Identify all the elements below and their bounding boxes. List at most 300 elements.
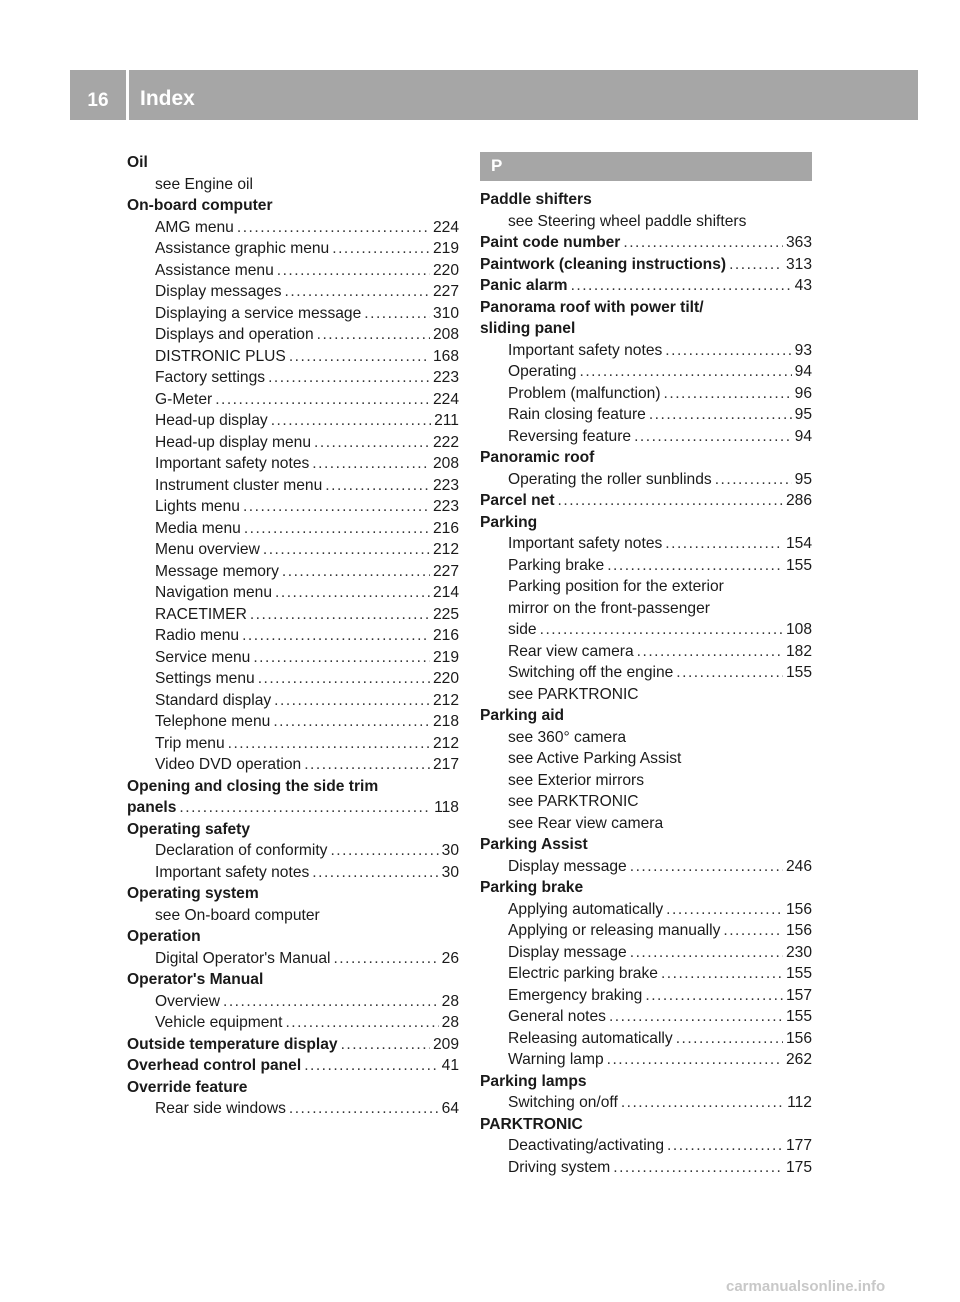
page-reference: 209 <box>432 1035 459 1053</box>
entry-label: Operation <box>127 928 201 945</box>
entry-label: Override feature <box>127 1078 248 1096</box>
index-subentry <box>127 948 459 970</box>
entry-label: Operating the roller sunblinds <box>508 470 712 488</box>
leader-dots <box>275 582 430 604</box>
entry-label: Applying or releasing manually <box>508 922 721 939</box>
entry-label: see PARKTRONIC <box>508 685 639 703</box>
entry-label: Important safety notes <box>508 535 663 552</box>
entry-label: side <box>508 621 537 638</box>
index-subentry <box>127 346 459 368</box>
entry-label: sliding panel <box>480 320 576 337</box>
page-reference: 218 <box>432 713 459 730</box>
entry-label: Releasing automatically <box>508 1029 673 1047</box>
page-reference: 313 <box>785 255 812 273</box>
page-reference: 286 <box>785 492 812 509</box>
leader-dots <box>277 260 430 282</box>
index-subentry <box>127 539 459 561</box>
index-subentry <box>127 668 459 690</box>
entry-label: Deactivating/activating <box>508 1137 665 1154</box>
entry-label: panels <box>127 799 177 816</box>
leader-dots <box>665 340 791 362</box>
page-reference: 93 <box>794 341 812 359</box>
entry-label: Outside temperature display <box>127 1035 338 1053</box>
page-reference: 223 <box>432 369 459 386</box>
index-subentry <box>480 426 812 448</box>
entry-label: Emergency braking <box>508 986 643 1004</box>
leader-dots <box>312 862 438 884</box>
leader-dots <box>274 690 430 712</box>
leader-dots <box>285 1012 438 1034</box>
entry-label: Panoramic roof <box>480 449 595 466</box>
entry-label: see Exterior mirrors <box>508 771 645 789</box>
entry-label: Overview <box>155 992 220 1010</box>
entry-label: Video DVD operation <box>155 756 302 773</box>
page-reference: 156 <box>785 922 812 939</box>
leader-dots <box>630 856 783 878</box>
entry-label: Operating system <box>127 885 259 902</box>
leader-dots <box>304 754 430 776</box>
page-reference: 216 <box>432 627 459 644</box>
leader-dots <box>273 711 430 733</box>
index-entry <box>127 883 459 905</box>
index-subentry <box>480 770 812 792</box>
index-entry <box>127 969 459 991</box>
leader-dots <box>607 555 783 577</box>
entry-label: Trip menu <box>155 734 225 752</box>
leader-dots <box>253 647 430 669</box>
page-reference: 156 <box>785 900 812 918</box>
page-reference: 246 <box>785 857 812 875</box>
entry-label: Telephone menu <box>155 713 271 730</box>
entry-label: Operating safety <box>127 820 251 838</box>
page-reference: 95 <box>794 470 812 488</box>
index-subentry <box>127 625 459 647</box>
leader-dots <box>330 840 438 862</box>
leader-dots <box>623 232 783 254</box>
entry-label: Parking position for the exterior <box>508 578 724 595</box>
entry-label: Rear side windows <box>155 1100 286 1117</box>
entry-label: mirror on the front-passenger <box>508 599 710 617</box>
page-reference: 220 <box>432 670 459 687</box>
index-subentry <box>480 727 812 749</box>
index-entry <box>127 819 459 841</box>
leader-dots <box>332 238 430 260</box>
index-entry <box>480 189 812 211</box>
index-subentry <box>480 1092 812 1114</box>
index-subentry <box>127 862 459 884</box>
page-reference: 94 <box>794 427 812 445</box>
leader-dots <box>637 641 783 663</box>
index-entry <box>127 926 459 948</box>
entry-label: PARKTRONIC <box>480 1115 583 1133</box>
leader-dots <box>364 303 430 325</box>
entry-label: Assistance graphic menu <box>155 240 330 257</box>
index-entry <box>480 318 812 340</box>
section-letter: P <box>491 156 503 175</box>
entry-label: see Active Parking Assist <box>508 750 682 767</box>
page-reference: 310 <box>432 304 459 322</box>
index-entry <box>480 877 812 899</box>
entry-label: Display messages <box>155 283 282 300</box>
index-column-right <box>480 152 812 1178</box>
entry-label: Displays and operation <box>155 326 314 343</box>
entry-label: RACETIMER <box>155 605 247 623</box>
page-reference: 155 <box>785 556 812 574</box>
index-subentry <box>127 561 459 583</box>
entry-label: Head-up display menu <box>155 433 312 451</box>
index-subentry <box>480 662 812 684</box>
entry-label: Electric parking brake <box>508 965 658 982</box>
page-reference: 227 <box>432 562 459 580</box>
index-subentry <box>480 1006 812 1028</box>
index-subentry <box>127 733 459 755</box>
index-subentry <box>127 905 459 927</box>
entry-label: Operating <box>508 363 577 380</box>
leader-dots <box>634 426 792 448</box>
page-reference: 43 <box>794 277 812 294</box>
page-reference: 30 <box>441 842 459 859</box>
index-subentry <box>480 404 812 426</box>
leader-dots <box>666 899 783 921</box>
leader-dots <box>630 942 783 964</box>
entry-label: Declaration of conformity <box>155 842 328 859</box>
index-entry <box>480 490 812 512</box>
entry-label: Parking brake <box>480 879 584 896</box>
page-reference: 208 <box>432 326 459 343</box>
leader-dots <box>667 1135 783 1157</box>
index-subentry <box>480 1028 812 1050</box>
page-reference: 112 <box>787 1094 812 1111</box>
index-subentry <box>127 1012 459 1034</box>
index-subentry <box>127 582 459 604</box>
leader-dots <box>715 469 792 491</box>
index-subentry <box>127 754 459 776</box>
leader-dots <box>665 533 783 555</box>
index-column-left <box>127 152 459 1120</box>
entry-label: see Engine oil <box>155 175 253 193</box>
leader-dots <box>228 733 430 755</box>
entry-label: Important safety notes <box>155 455 310 472</box>
index-subentry <box>127 991 459 1013</box>
index-subentry <box>480 1157 812 1179</box>
leader-dots <box>271 410 431 432</box>
index-entry <box>127 1055 459 1077</box>
index-subentry <box>127 475 459 497</box>
page-reference: 212 <box>432 541 459 558</box>
index-subentry <box>480 920 812 942</box>
leader-dots <box>289 1098 439 1120</box>
page-reference: 224 <box>432 218 459 236</box>
leader-dots <box>661 963 783 985</box>
index-subentry <box>480 598 812 620</box>
page-reference: 208 <box>432 455 459 472</box>
entry-label: Paintwork (cleaning instructions) <box>480 255 727 273</box>
entry-label: DISTRONIC PLUS <box>155 347 286 365</box>
leader-dots <box>314 432 430 454</box>
page-reference: 220 <box>432 261 459 279</box>
index-subentry <box>127 303 459 325</box>
index-subentry <box>480 469 812 491</box>
index-entry <box>127 1077 459 1099</box>
page-reference: 222 <box>432 433 459 451</box>
page-reference: 64 <box>441 1100 459 1117</box>
leader-dots <box>289 346 430 368</box>
page-reference: 225 <box>432 605 459 623</box>
index-subentry <box>480 576 812 598</box>
leader-dots <box>250 604 430 626</box>
leader-dots <box>579 361 791 383</box>
leader-dots <box>645 985 783 1007</box>
header-bar <box>70 70 918 120</box>
index-entry <box>127 776 459 798</box>
index-entry <box>480 275 812 297</box>
leader-dots <box>242 625 430 647</box>
entry-label: Lights menu <box>155 498 240 515</box>
entry-label: Head-up display <box>155 412 268 429</box>
leader-dots <box>312 453 430 475</box>
leader-dots <box>244 518 430 540</box>
entry-label: Standard display <box>155 691 272 709</box>
page-reference: 26 <box>441 949 459 967</box>
page-reference: 224 <box>432 390 459 408</box>
page-reference: 96 <box>794 384 812 402</box>
page-reference: 211 <box>434 412 459 429</box>
page-number: 16 <box>87 90 109 111</box>
page-reference: 94 <box>794 363 812 380</box>
index-subentry <box>480 963 812 985</box>
entry-label: Opening and closing the side trim <box>127 777 379 795</box>
index-subentry <box>127 496 459 518</box>
page-reference: 177 <box>785 1137 812 1154</box>
entry-label: G-Meter <box>155 390 213 408</box>
index-subentry <box>127 324 459 346</box>
index-entry <box>480 1071 812 1093</box>
index-subentry <box>127 690 459 712</box>
entry-label: General notes <box>508 1008 606 1025</box>
entry-label: Media menu <box>155 519 241 537</box>
leader-dots <box>258 668 430 690</box>
entry-label: Digital Operator's Manual <box>155 949 331 967</box>
entry-label: Warning lamp <box>508 1051 604 1068</box>
entry-label: see PARKTRONIC <box>508 793 639 810</box>
page-reference: 28 <box>441 1014 459 1031</box>
entry-label: Display message <box>508 857 627 875</box>
index-entry <box>480 254 812 276</box>
entry-label: Important safety notes <box>155 863 310 881</box>
index-subentry <box>480 684 812 706</box>
index-entry <box>480 232 812 254</box>
page-reference: 182 <box>785 642 812 660</box>
index-subentry <box>480 899 812 921</box>
leader-dots <box>649 404 792 426</box>
page-reference: 155 <box>785 664 812 681</box>
page-reference: 214 <box>432 584 459 601</box>
index-subentry <box>127 217 459 239</box>
index-entry <box>480 447 812 469</box>
leader-dots <box>723 920 783 942</box>
index-subentry <box>127 518 459 540</box>
index-subentry <box>127 711 459 733</box>
entry-label: Operator's Manual <box>127 971 264 988</box>
index-subentry <box>127 647 459 669</box>
leader-dots <box>282 561 430 583</box>
index-subentry <box>480 942 812 964</box>
index-subentry <box>127 238 459 260</box>
leader-dots <box>664 383 792 405</box>
page-reference: 157 <box>785 986 812 1004</box>
index-subentry <box>480 1135 812 1157</box>
index-entry <box>480 705 812 727</box>
leader-dots <box>325 475 430 497</box>
index-entry <box>480 297 812 319</box>
entry-label: Service menu <box>155 648 251 666</box>
entry-label: see Rear view camera <box>508 814 664 832</box>
entry-label: Problem (malfunction) <box>508 384 661 402</box>
entry-label: Parcel net <box>480 492 555 509</box>
leader-dots <box>237 217 430 239</box>
index-subentry <box>480 641 812 663</box>
page-reference: 219 <box>432 240 459 257</box>
index-entry <box>127 152 459 174</box>
index-subentry <box>480 361 812 383</box>
page-reference: 155 <box>785 1008 812 1025</box>
entry-label: AMG menu <box>155 218 234 236</box>
index-entry <box>480 512 812 534</box>
page-reference: 216 <box>432 519 459 537</box>
entry-label: Message memory <box>155 562 279 580</box>
leader-dots <box>729 254 783 276</box>
index-entry <box>127 797 459 819</box>
entry-label: Paint code number <box>480 234 621 251</box>
index-subentry <box>480 791 812 813</box>
page-reference: 168 <box>432 347 459 365</box>
entry-label: Rear view camera <box>508 642 634 660</box>
index-subentry <box>127 410 459 432</box>
index-subentry <box>127 1098 459 1120</box>
leader-dots <box>341 1034 430 1056</box>
index-subentry <box>480 748 812 770</box>
entry-label: Panic alarm <box>480 277 568 294</box>
page-reference: 223 <box>432 476 459 494</box>
leader-dots <box>268 367 430 389</box>
index-subentry <box>480 985 812 1007</box>
leader-dots <box>676 1028 783 1050</box>
index-entries-right <box>480 189 812 1178</box>
leader-dots <box>263 539 430 561</box>
leader-dots <box>179 797 431 819</box>
index-subentry <box>127 174 459 196</box>
entry-label: Overhead control panel <box>127 1057 302 1074</box>
entry-label: Displaying a service message <box>155 304 362 322</box>
entry-label: Vehicle equipment <box>155 1014 283 1031</box>
leader-dots <box>613 1157 783 1179</box>
entry-label: Parking <box>480 513 538 531</box>
entry-label: Switching on/off <box>508 1094 618 1111</box>
index-entry <box>480 1114 812 1136</box>
page-reference: 108 <box>785 621 812 638</box>
page-reference: 156 <box>785 1029 812 1047</box>
index-entry <box>480 834 812 856</box>
index-subentry <box>127 604 459 626</box>
page-reference: 262 <box>785 1051 812 1068</box>
entry-label: Parking lamps <box>480 1072 587 1090</box>
page-reference: 230 <box>785 943 812 961</box>
entry-label: see On-board computer <box>155 906 320 924</box>
leader-dots <box>333 948 438 970</box>
page-reference: 28 <box>441 992 459 1010</box>
index-subentry <box>480 619 812 641</box>
index-subentry <box>127 432 459 454</box>
index-subentry <box>127 840 459 862</box>
page-reference: 363 <box>785 234 812 251</box>
index-entry <box>127 195 459 217</box>
entry-label: Menu overview <box>155 541 260 558</box>
page-reference: 223 <box>432 498 459 515</box>
entry-label: Important safety notes <box>508 341 663 359</box>
entry-label: Oil <box>127 154 148 171</box>
leader-dots <box>676 662 783 684</box>
page-title: Index <box>140 87 195 110</box>
entry-label: Switching off the engine <box>508 664 674 681</box>
entry-label: On-board computer <box>127 197 273 214</box>
leader-dots <box>223 991 439 1013</box>
header-divider <box>126 70 129 120</box>
page-reference: 219 <box>432 648 459 666</box>
section-letter-header <box>480 152 812 181</box>
leader-dots <box>540 619 783 641</box>
entry-label: Paddle shifters <box>480 191 592 208</box>
entry-label: Instrument cluster menu <box>155 476 323 494</box>
index-subentry <box>480 1049 812 1071</box>
entry-label: see Steering wheel paddle shifters <box>508 212 747 230</box>
leader-dots <box>317 324 430 346</box>
page-reference: 155 <box>785 965 812 982</box>
leader-dots <box>607 1049 783 1071</box>
entry-label: Navigation menu <box>155 584 273 601</box>
index-subentry <box>127 453 459 475</box>
leader-dots <box>558 490 783 512</box>
entry-label: Driving system <box>508 1158 611 1176</box>
index-subentry <box>127 367 459 389</box>
entry-label: Panorama roof with power tilt/ <box>480 298 704 316</box>
leader-dots <box>285 281 430 303</box>
index-subentry <box>480 813 812 835</box>
entry-label: Radio menu <box>155 627 240 644</box>
page-reference: 227 <box>432 283 459 300</box>
page-reference: 212 <box>432 691 459 709</box>
leader-dots <box>621 1092 784 1114</box>
leader-dots <box>243 496 430 518</box>
entry-label: Settings menu <box>155 670 255 687</box>
page-reference: 118 <box>434 799 459 816</box>
index-subentry <box>480 340 812 362</box>
entry-label: see 360° camera <box>508 728 627 746</box>
entry-label: Reversing feature <box>508 427 632 445</box>
page-reference: 30 <box>441 863 459 881</box>
entry-label: Display message <box>508 943 627 961</box>
leader-dots <box>304 1055 438 1077</box>
page-reference: 212 <box>432 734 459 752</box>
index-subentry <box>480 211 812 233</box>
entry-label: Parking aid <box>480 707 565 724</box>
entry-label: Parking brake <box>508 556 605 574</box>
watermark: carmanualsonline.info <box>726 1278 886 1295</box>
entry-label: Factory settings <box>155 369 266 386</box>
index-subentry <box>127 389 459 411</box>
leader-dots <box>215 389 430 411</box>
entry-label: Rain closing feature <box>508 406 646 423</box>
page-reference: 95 <box>794 406 812 423</box>
